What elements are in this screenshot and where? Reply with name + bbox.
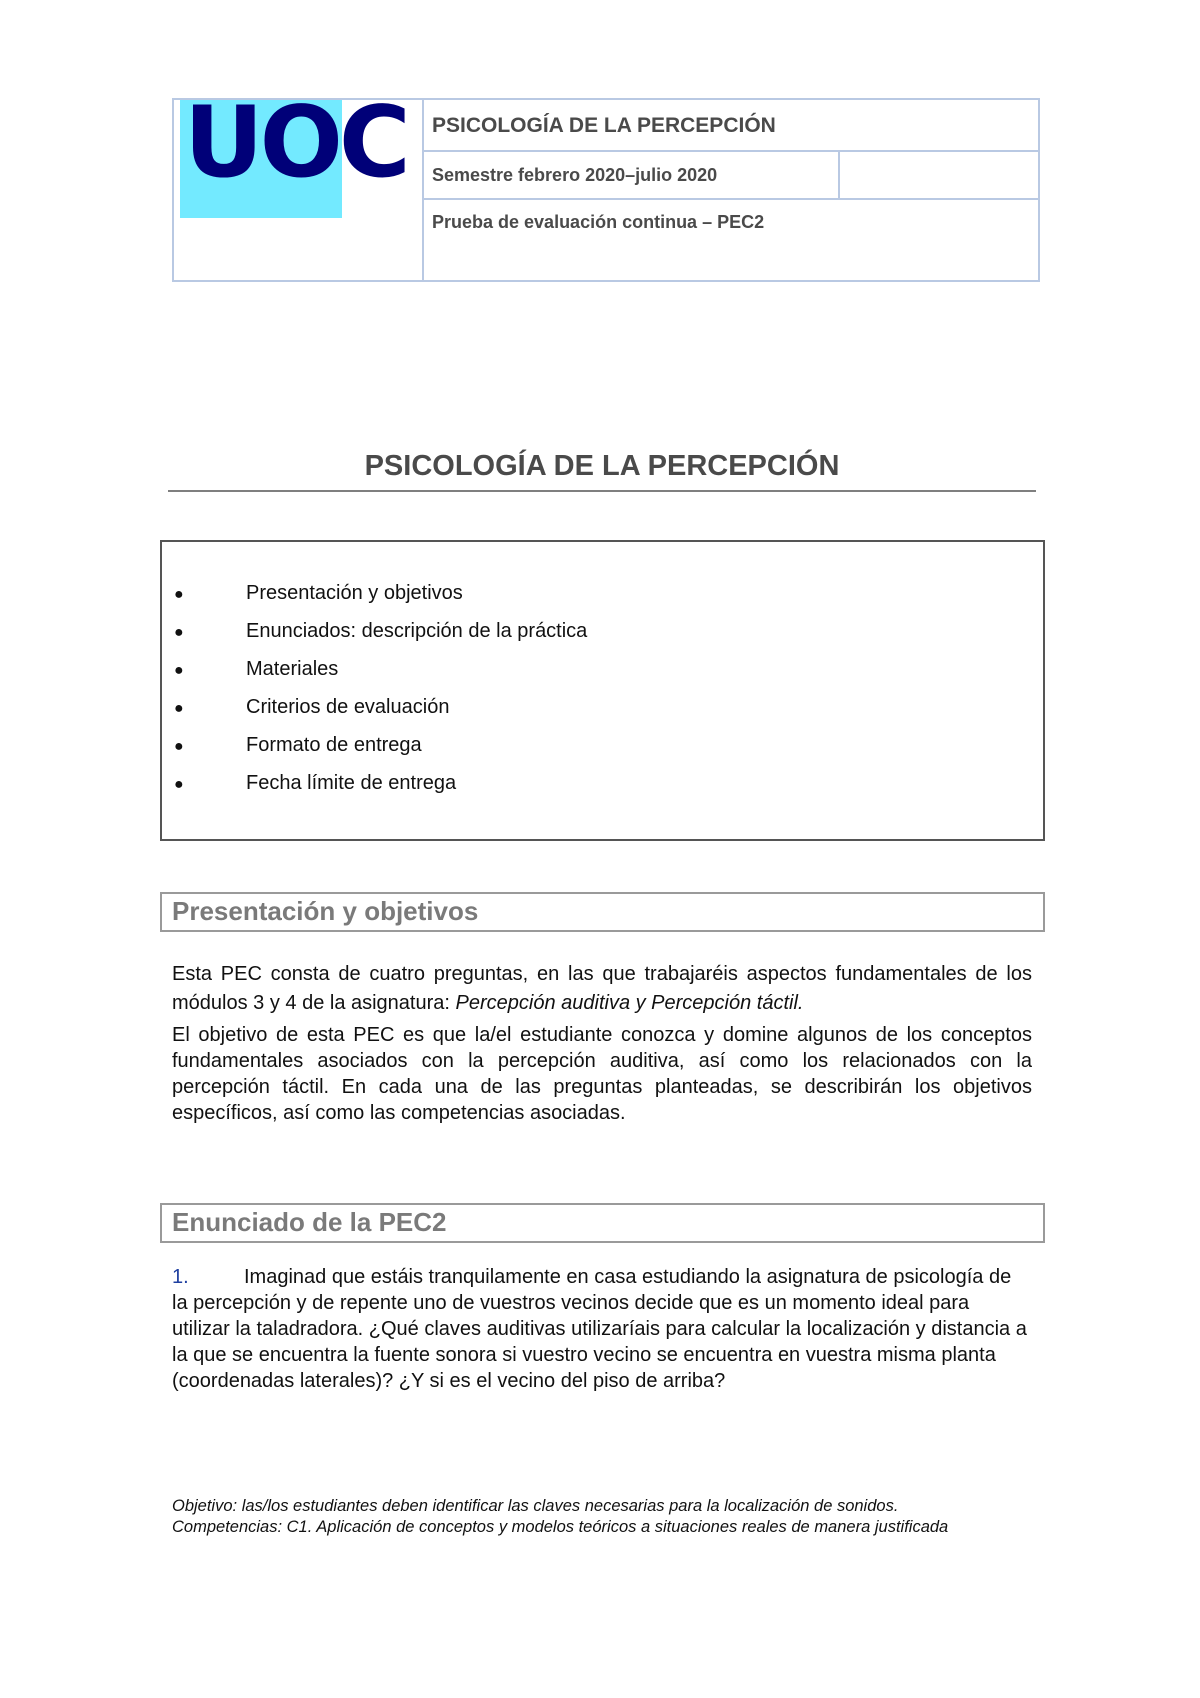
list-item-label: Formato de entrega — [246, 734, 422, 756]
bullet-icon: ● — [174, 662, 184, 679]
header-course: PSICOLOGÍA DE LA PERCEPCIÓN — [424, 100, 1038, 152]
objective-text: Objetivo: las/los estudiantes deben identificar las claves necesarias para la localización de sonidos. — [172, 1497, 899, 1515]
uoc-logo — [180, 86, 407, 218]
page-title: PSICOLOGÍA DE LA PERCEPCIÓN — [364, 450, 840, 482]
header-cell-divider — [838, 152, 840, 200]
presentation-paragraph-1 — [172, 960, 1032, 1018]
list-item-label: Criterios de evaluación — [246, 696, 450, 718]
question-text: Imaginad que estáis tranquilamente en casa estudiando la asignatura de psicología de la percepción y de repente uno de vuestros vecinos decide que es un momento ideal para utilizar la taladradora. ¿Qué claves auditivas utilizaríais para calcular la localización y distancia a la que se encuentra la fuente sonora si vuestro vecino se encuentra en vuestra misma planta (coordenadas laterales)? ¿Y si es el vecino del piso de arriba? — [172, 1266, 1027, 1392]
question-number: 1. — [172, 1266, 189, 1288]
list-item-label: Materiales — [246, 658, 339, 680]
section-heading-presentation: Presentación y objetivos — [160, 892, 1045, 932]
list-item-label: Fecha límite de entrega — [246, 772, 457, 794]
uoc-logo-text: UOC — [184, 86, 407, 200]
list-item-label: Presentación y objetivos — [246, 582, 463, 604]
bullet-icon: ● — [174, 738, 184, 755]
bullet-icon: ● — [174, 700, 184, 717]
title-underline — [168, 490, 1036, 492]
presentation-modules-italic: Percepción auditiva y Percepción táctil. — [455, 992, 804, 1014]
header-semester: Semestre febrero 2020–julio 2020 — [424, 152, 1038, 200]
presentation-paragraph-1-text: Esta PEC consta de cuatro preguntas, en las que trabajaréis aspectos fundamentales de los módulos 3 y 4 de la asignatura: — [172, 963, 1032, 1014]
contents-box — [160, 540, 1045, 841]
bullet-icon: ● — [174, 624, 184, 641]
bullet-icon: ● — [174, 586, 184, 603]
bullet-icon: ● — [174, 776, 184, 793]
header-assessment: Prueba de evaluación continua – PEC2 — [432, 212, 765, 232]
logo-cell — [174, 86, 424, 280]
list-item-label: Enunciados: descripción de la práctica — [246, 620, 588, 642]
objective-note — [172, 1496, 1034, 1538]
section-heading-statement: Enunciado de la PEC2 — [160, 1203, 1045, 1243]
presentation-paragraph-2: El objetivo de esta PEC es que la/el estudiante conozca y domine algunos de los conceptos fundamentales asociados con la percepción auditiva, así como los relacionados con la percepción táctil. En cada una de las preguntas planteadas, se describirán los objetivos específicos, así como las competencias asociadas. — [172, 1024, 1032, 1124]
competencies-text: Competencias: C1. Aplicación de conceptos y modelos teóricos a situaciones reales de manera justificada — [172, 1518, 949, 1536]
document-header — [172, 86, 1040, 282]
question-1 — [172, 1264, 1032, 1394]
